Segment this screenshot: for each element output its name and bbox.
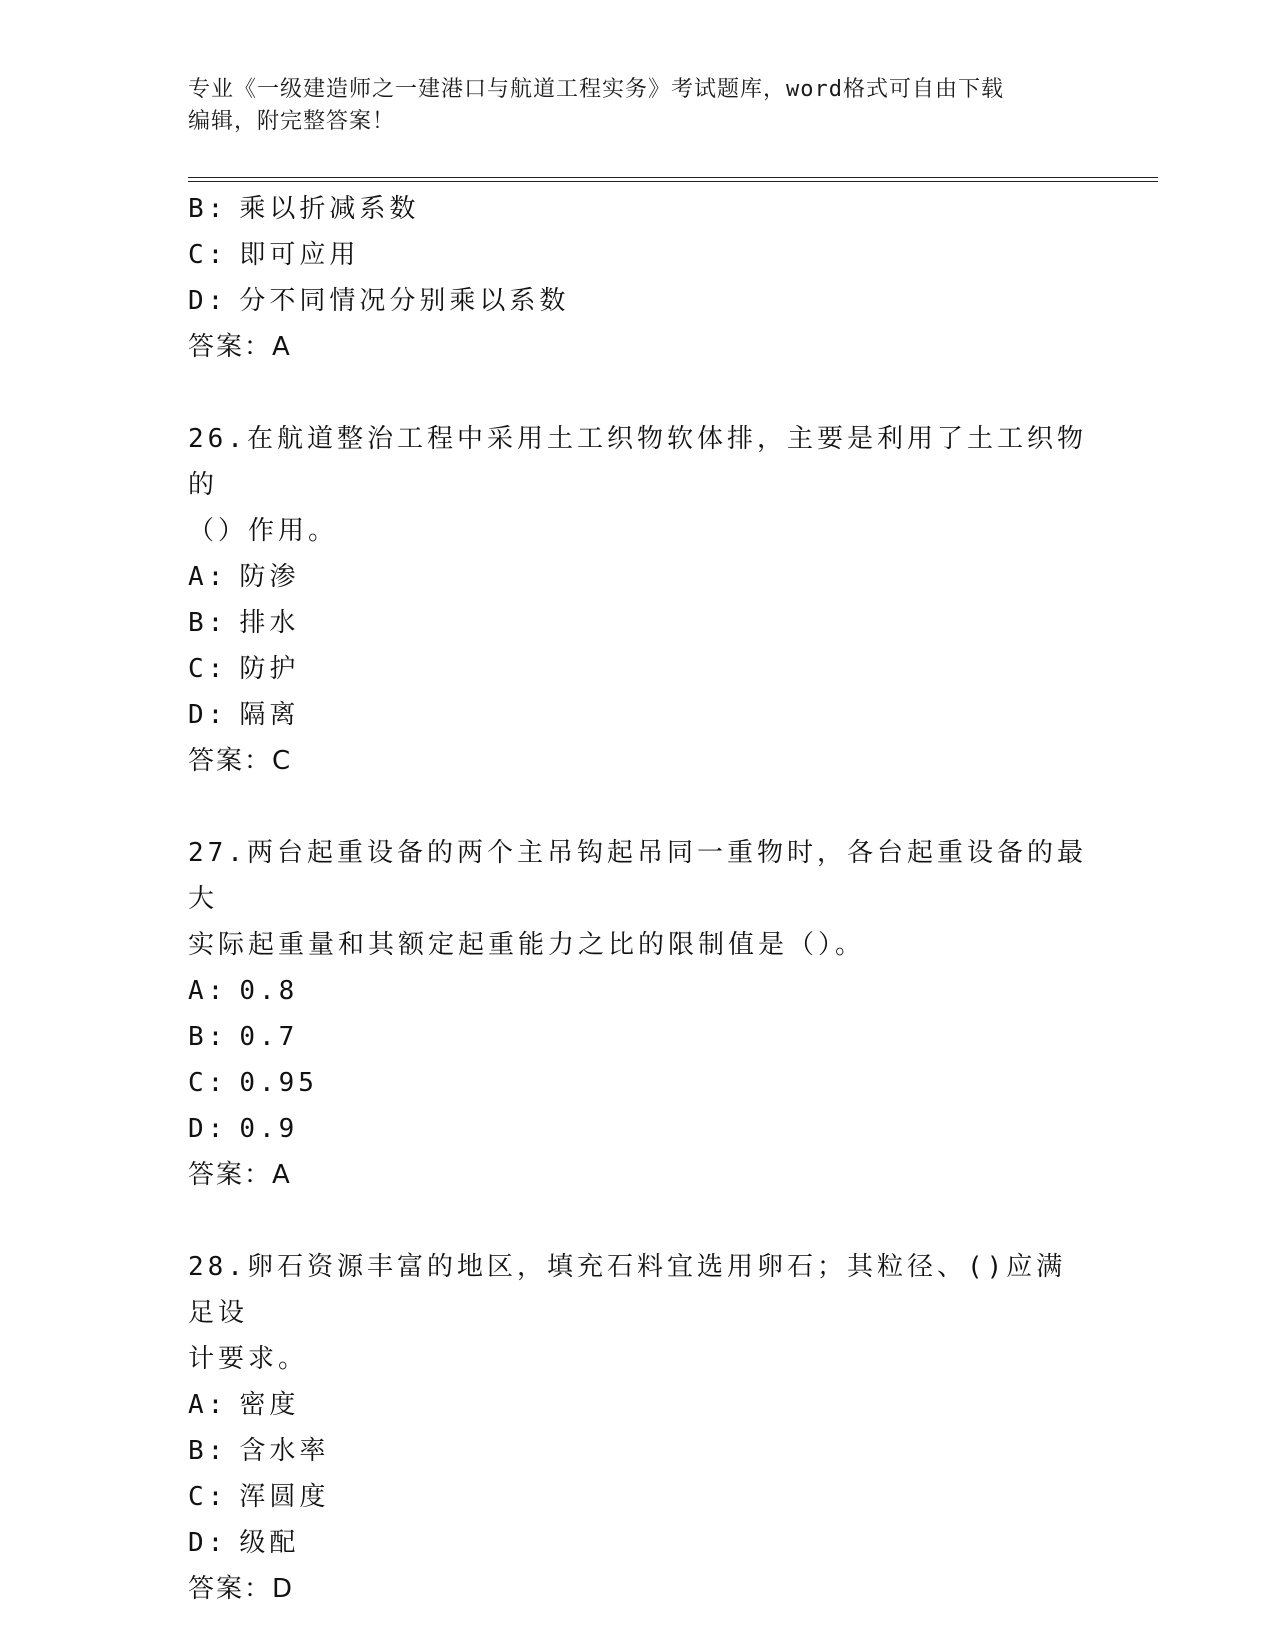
question-block-28 xyxy=(188,1244,1088,1612)
option-line xyxy=(188,646,1088,692)
question-text-line: 28.卵石资源丰富的地区，填充石料宜选用卵石；其粒径、()应满足设 xyxy=(188,1252,1067,1328)
option-text: 乘以折减系数 xyxy=(239,194,420,224)
option-key: A: xyxy=(188,1390,228,1420)
option-text: 密度 xyxy=(239,1390,300,1420)
option-key: B: xyxy=(188,1436,228,1466)
option-key: D: xyxy=(188,286,228,316)
option-key: C: xyxy=(188,1482,228,1512)
option-key: B: xyxy=(188,608,228,638)
answer-line: 答案：A xyxy=(188,332,292,362)
question-text-line: 27.两台起重设备的两个主吊钩起吊同一重物时，各台起重设备的最大 xyxy=(188,838,1087,914)
option-line xyxy=(188,1382,1088,1428)
option-line xyxy=(188,1014,1088,1060)
option-key: B: xyxy=(188,1022,228,1052)
header-line-1: 专业《一级建造师之一建港口与航道工程实务》考试题库，word格式可自由下载 xyxy=(188,77,1004,102)
option-text: 0.7 xyxy=(239,1022,299,1052)
header-line-2: 编辑，附完整答案！ xyxy=(188,109,396,134)
option-text: 分不同情况分别乘以系数 xyxy=(239,286,570,316)
option-text: 浑圆度 xyxy=(239,1482,330,1512)
option-key: A: xyxy=(188,976,228,1006)
answer-line: 答案：A xyxy=(188,1160,292,1190)
option-key: D: xyxy=(188,1114,228,1144)
question-text-line: 26.在航道整治工程中采用土工织物软体排，主要是利用了土工织物的 xyxy=(188,424,1087,500)
option-text: 0.9 xyxy=(239,1114,299,1144)
question-text-line: 计要求。 xyxy=(188,1344,309,1374)
option-line xyxy=(188,1520,1088,1566)
option-key: C: xyxy=(188,654,228,684)
option-line xyxy=(188,600,1088,646)
answer-line: 答案：D xyxy=(188,1574,295,1604)
question-text-line: 实际起重量和其额定起重能力之比的限制值是（）。 xyxy=(188,930,866,960)
option-line xyxy=(188,278,1088,324)
option-line xyxy=(188,554,1088,600)
spacer xyxy=(188,784,1088,830)
option-key: C: xyxy=(188,240,228,270)
option-line xyxy=(188,968,1088,1014)
option-text: 隔离 xyxy=(239,700,300,730)
option-text: 排水 xyxy=(239,608,300,638)
option-line xyxy=(188,1060,1088,1106)
option-key: C: xyxy=(188,1068,228,1098)
option-text: 0.95 xyxy=(239,1068,318,1098)
option-text: 0.8 xyxy=(239,976,299,1006)
question-block-26 xyxy=(188,416,1088,784)
option-text: 即可应用 xyxy=(239,240,360,270)
option-line xyxy=(188,1106,1088,1152)
answer-line: 答案：C xyxy=(188,746,293,776)
option-line xyxy=(188,1474,1088,1520)
spacer xyxy=(188,1198,1088,1244)
question-content xyxy=(188,186,1088,1612)
option-key: B: xyxy=(188,194,228,224)
option-key: D: xyxy=(188,1528,228,1558)
option-text: 防护 xyxy=(239,654,300,684)
option-line xyxy=(188,232,1088,278)
question-text-line: （）作用。 xyxy=(188,516,339,546)
option-text: 含水率 xyxy=(239,1436,330,1466)
option-text: 级配 xyxy=(239,1528,300,1558)
document-header xyxy=(188,74,1088,138)
option-text: 防渗 xyxy=(239,562,300,592)
header-double-rule xyxy=(188,177,1158,182)
option-line xyxy=(188,692,1088,738)
option-key: D: xyxy=(188,700,228,730)
option-line xyxy=(188,1428,1088,1474)
question-block-27 xyxy=(188,830,1088,1198)
option-line xyxy=(188,186,1088,232)
prev-question-block xyxy=(188,186,1088,370)
spacer xyxy=(188,370,1088,416)
option-key: A: xyxy=(188,562,228,592)
